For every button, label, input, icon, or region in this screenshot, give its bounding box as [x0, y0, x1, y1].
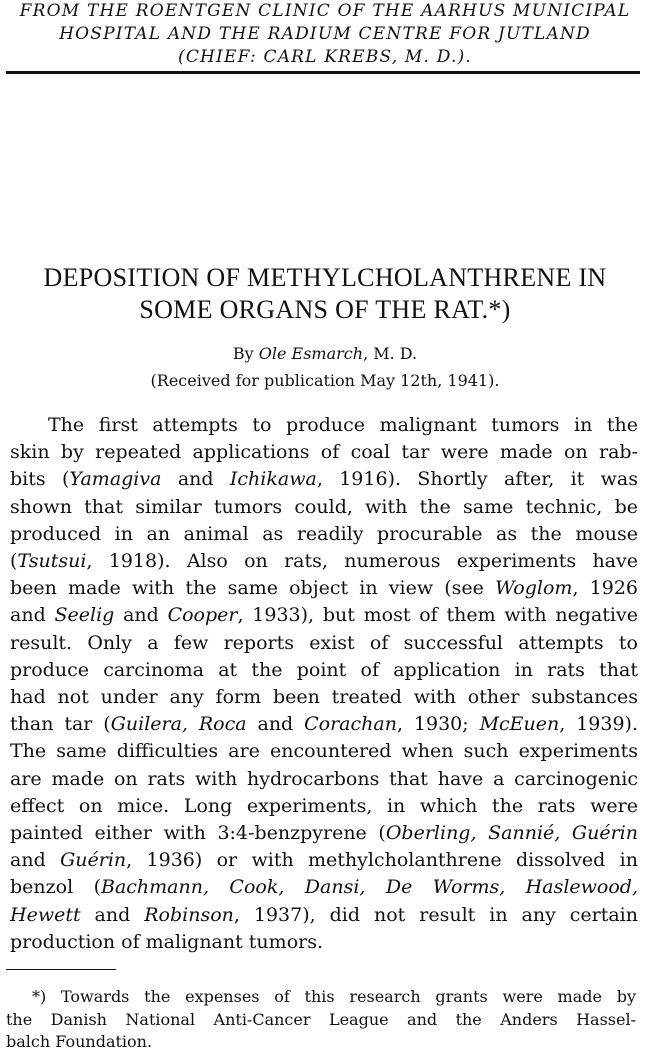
body-text — [10, 412, 638, 956]
body-line: bits (Yamagiva and Ichikawa, 1916). Shortly after, it was — [10, 468, 639, 491]
header-line-3: (CHIEF: CARL KREBS, M. D.). — [177, 47, 472, 67]
footnote — [6, 986, 636, 1054]
received-date: (Received for publication May 12th, 1941). — [150, 371, 500, 390]
title-line-1: DEPOSITION OF METHYLCHOLANTHRENE IN — [43, 263, 607, 292]
body-line: The same difficulties are encountered when such experiments — [10, 740, 638, 763]
body-line: had not under any form been treated with other substances — [10, 686, 638, 709]
body-line: Hewett and Robinson, 1937), did not result in any certain — [10, 903, 638, 926]
title-line-2: SOME ORGANS OF THE RAT.*) — [139, 295, 511, 324]
body-line: are made on rats with hydrocarbons that have a carcinogenic — [10, 767, 638, 790]
article-title — [0, 262, 650, 326]
body-line: benzol (Bachmann, Cook, Dansi, De Worms, Haslewood, — [10, 876, 638, 899]
header-line-2: HOSPITAL AND THE RADIUM CENTRE FOR JUTLAND — [59, 24, 591, 44]
body-line: produced in an animal as readily procurable as the mouse — [10, 522, 638, 545]
body-line: shown that similar tumors could, with the same technic, be — [10, 495, 638, 518]
footnote-rule — [6, 969, 116, 970]
page-header — [0, 0, 650, 69]
body-line: skin by repeated applications of coal tar were made on rab- — [10, 441, 638, 464]
body-line: The first attempts to produce malignant tumors in the — [48, 414, 638, 436]
author-name: Ole Esmarch — [258, 344, 364, 363]
author-suffix: , M. D. — [363, 344, 418, 363]
footnote-line: balch Foundation. — [6, 1032, 153, 1051]
by-prefix: By — [232, 344, 259, 363]
header-line-1: FROM THE ROENTGEN CLINIC OF THE AARHUS MUNICIPAL — [19, 1, 631, 21]
body-line: been made with the same object in view (see Woglom, 1926 — [10, 577, 638, 600]
body-line: (Tsutsui, 1918). Also on rats, numerous experiments have — [10, 550, 638, 573]
footnote-line: the Danish National Anti-Cancer League and the Anders Hassel- — [6, 1009, 636, 1029]
body-line: effect on mice. Long experiments, in which the rats were — [10, 794, 638, 817]
body-line: result. Only a few reports exist of successful attempts to — [10, 631, 638, 654]
body-line: produce carcinoma at the point of application in rats that — [10, 658, 638, 681]
footnote-line: *) Towards the expenses of this research grants were made by — [32, 987, 636, 1006]
body-line: painted either with 3:4-benzpyrene (Oberling, Sannié, Guérin — [10, 822, 638, 845]
body-line: production of malignant tumors. — [10, 930, 323, 953]
body-line: and Guérin, 1936) or with methylcholanthrene dissolved in — [10, 849, 638, 872]
header-rule — [6, 71, 640, 74]
body-line: and Seelig and Cooper, 1933), but most of them with negative — [10, 604, 638, 627]
body-line: than tar (Guilera, Roca and Corachan, 1930; McEuen, 1939). — [10, 713, 639, 736]
byline — [0, 343, 650, 365]
